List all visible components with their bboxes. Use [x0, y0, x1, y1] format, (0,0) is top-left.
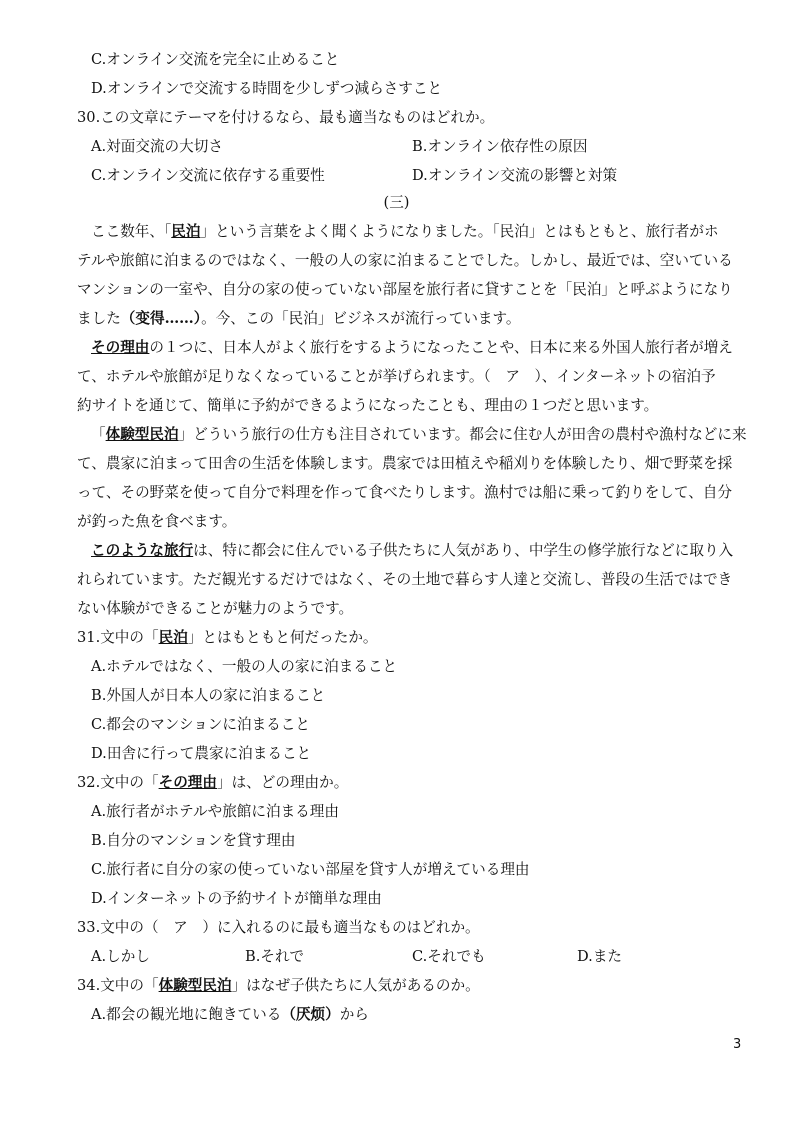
q31-stem: 31.文中の「民泊」とはもともと何だったか。: [77, 629, 378, 646]
keyword-sono-riyuu: その理由: [91, 339, 150, 356]
q32-option-c: C.旅行者に自分の家の使っていない部屋を貸す人が増えている理由: [91, 861, 530, 878]
keyword-taikengata-minpaku: 体験型民泊: [105, 426, 179, 443]
q34-stem: 34.文中の「体験型民泊」はなぜ子供たちに人気があるのか。: [77, 977, 480, 994]
q33-option-c: C.それでも: [412, 948, 486, 965]
keyword-minpaku: 民泊: [171, 223, 201, 240]
passage-p2-line3: 約サイトを通じて、簡単に予約ができるようになったことも、理由の１つだと思います。: [77, 397, 659, 414]
page-number: 3: [733, 1037, 742, 1052]
passage-p2-line1: その理由の１つに、日本人がよく旅行をするようになったことや、日本に来る外国人旅行者が増え: [91, 339, 733, 356]
q30-option-c: C.オンライン交流に依存する重要性: [91, 167, 325, 184]
q33-option-a: A.しかし: [91, 948, 150, 965]
section-title: (三): [383, 194, 410, 211]
passage-p1-line3: マンションの一室や、自分の家の使っていない部屋を旅行者に貸すことを「民泊」と呼ぶようになり: [77, 281, 733, 298]
q31-option-c: C.都会のマンションに泊まること: [91, 716, 310, 733]
q29-option-d: D.オンラインで交流する時間を少しずつ減らさすこと: [91, 80, 443, 97]
q30-option-a: A.対面交流の大切さ: [91, 138, 223, 155]
q34-option-a: A.都会の観光地に飽きている（厌烦）から: [91, 1006, 369, 1023]
passage-p4-line3: ない体験ができることが魅力のようです。: [77, 600, 354, 617]
q32-option-a: A.旅行者がホテルや旅館に泊まる理由: [91, 803, 339, 820]
passage-p1-line4: ました（变得……）。今、この「民泊」ビジネスが流行っています。: [77, 310, 521, 327]
q31-option-b: B.外国人が日本人の家に泊まること: [91, 687, 326, 704]
q32-option-d: D.インターネットの予約サイトが簡単な理由: [91, 890, 382, 907]
passage-p2-line2: て、ホテルや旅館が足りなくなっていることが挙げられます。（ ア ）、インターネットの宿泊予: [77, 368, 716, 385]
q30-option-b: B.オンライン依存性の原因: [412, 138, 588, 155]
passage-p3-line1: 「体験型民泊」どういう旅行の仕方も注目されています。都会に住む人が田舎の農村や漁村などに来: [91, 426, 747, 443]
q32-option-b: B.自分のマンションを貸す理由: [91, 832, 296, 849]
q29-option-c: C.オンライン交流を完全に止めること: [91, 51, 340, 68]
gloss-bold: （变得……）: [120, 310, 202, 327]
passage-p4-line1: このような旅行は、特に都会に住んでいる子供たちに人気があり、中学生の修学旅行などに取り入: [91, 542, 734, 559]
passage-p1-line2: テルや旅館に泊まるのではなく、一般の人の家に泊まることでした。しかし、最近では、空いている: [77, 252, 733, 269]
keyword-konoyouna-ryokou: このような旅行: [91, 542, 194, 559]
passage-p4-line2: れられています。ただ観光するだけではなく、その土地で暮らす人達と交流し、普段の生活ではでき: [77, 571, 733, 588]
passage-p3-line2: て、農家に泊まって田舎の生活を体験します。農家では田植えや稲刈りを体験したり、畑で野菜を採: [77, 455, 733, 472]
q33-stem: 33.文中の（ ア ）に入れるのに最も適当なものはどれか。: [77, 919, 480, 936]
passage-p3-line4: が釣った魚を食べます。: [77, 513, 237, 530]
q30-stem: 30.この文章にテーマを付けるなら、最も適当なものはどれか。: [77, 109, 495, 126]
q31-option-a: A.ホテルではなく、一般の人の家に泊まること: [91, 658, 398, 675]
passage-p3-line3: って、その野菜を使って自分で料理を作って食べたりします。漁村では船に乗って釣りをして、自分: [77, 484, 732, 501]
q31-option-d: D.田舎に行って農家に泊まること: [91, 745, 312, 762]
passage-p1-line1: ここ数年、「民泊」という言葉をよく聞くようになりました。「民泊」とはもともと、旅行者がホ: [91, 223, 719, 240]
q33-option-d: D.また: [577, 948, 623, 965]
q33-option-b: B.それで: [245, 948, 305, 965]
q30-option-d: D.オンライン交流の影響と対策: [412, 167, 618, 184]
q32-stem: 32.文中の「その理由」は、どの理由か。: [77, 774, 349, 791]
